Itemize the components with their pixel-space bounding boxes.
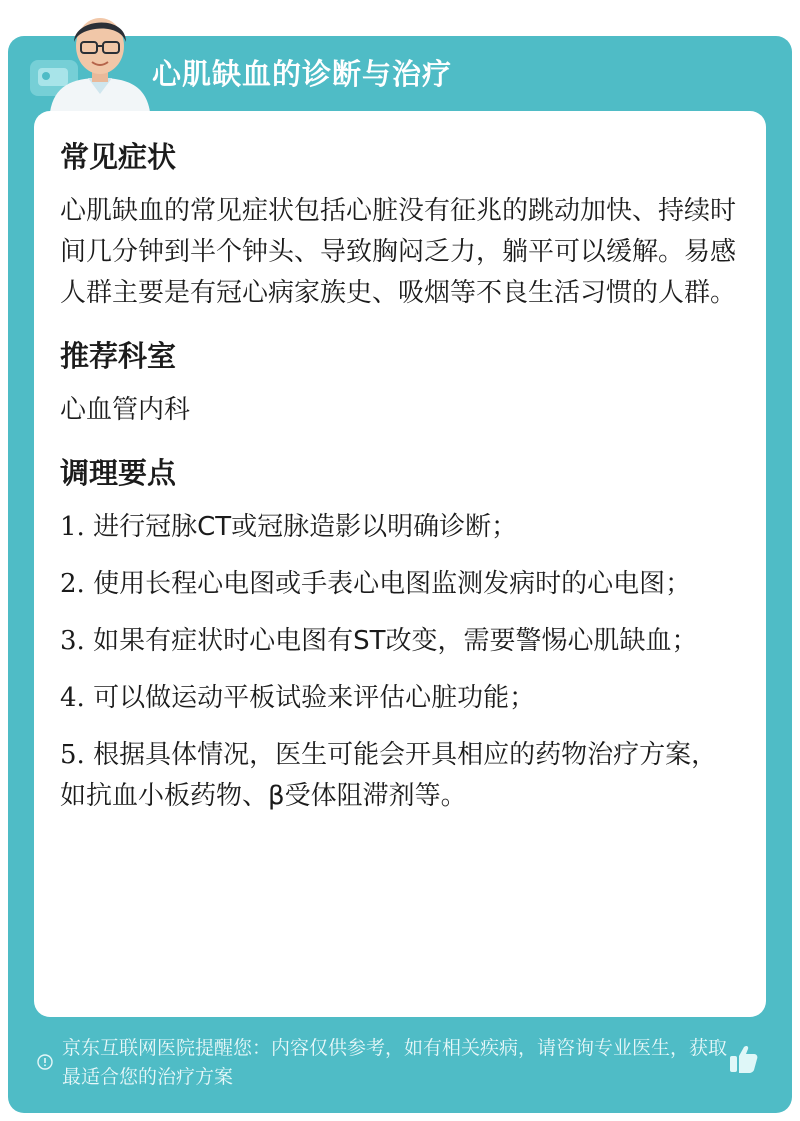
doctor-avatar: [44, 8, 156, 112]
content-card: [34, 111, 766, 1017]
list-item: 4. 可以做运动平板试验来评估心脏功能；: [60, 683, 536, 713]
list-item: 3. 如果有症状时心电图有ST改变，需要警惕心肌缺血；: [60, 626, 698, 656]
list-item: 2. 使用长程心电图或手表心电图监测发病时的心电图；: [60, 569, 692, 599]
list-item: 1. 进行冠脉CT或冠脉造影以明确诊断；: [60, 512, 518, 542]
department-text: 心血管内科: [60, 395, 191, 425]
page-title: 心肌缺血的诊断与治疗: [152, 57, 453, 91]
symptoms-text: 心肌缺血的常见症状包括心脏没有征兆的跳动加快、持续时间几分钟到半个钟头、导致胸闷乏力，躺平可以缓解。易感人群主要是有冠心病家族史、吸烟等不良生活习惯的人群。: [60, 196, 737, 308]
footer-notice: 京东互联网医院提醒您：内容仅供参考，如有相关疾病，请咨询专业医生，获取最适合您的治疗方案: [62, 1037, 728, 1088]
symptoms-heading: 常见症状: [60, 140, 177, 174]
info-circle-icon: [37, 1054, 53, 1070]
care-heading: 调理要点: [60, 456, 177, 490]
department-heading: 推荐科室: [60, 339, 177, 373]
list-item: 5. 根据具体情况，医生可能会开具相应的药物治疗方案，如抗血小板药物、β受体阻滞剂等。: [60, 740, 718, 811]
thumbs-up-icon[interactable]: [726, 1042, 760, 1076]
article-content: [60, 137, 740, 817]
